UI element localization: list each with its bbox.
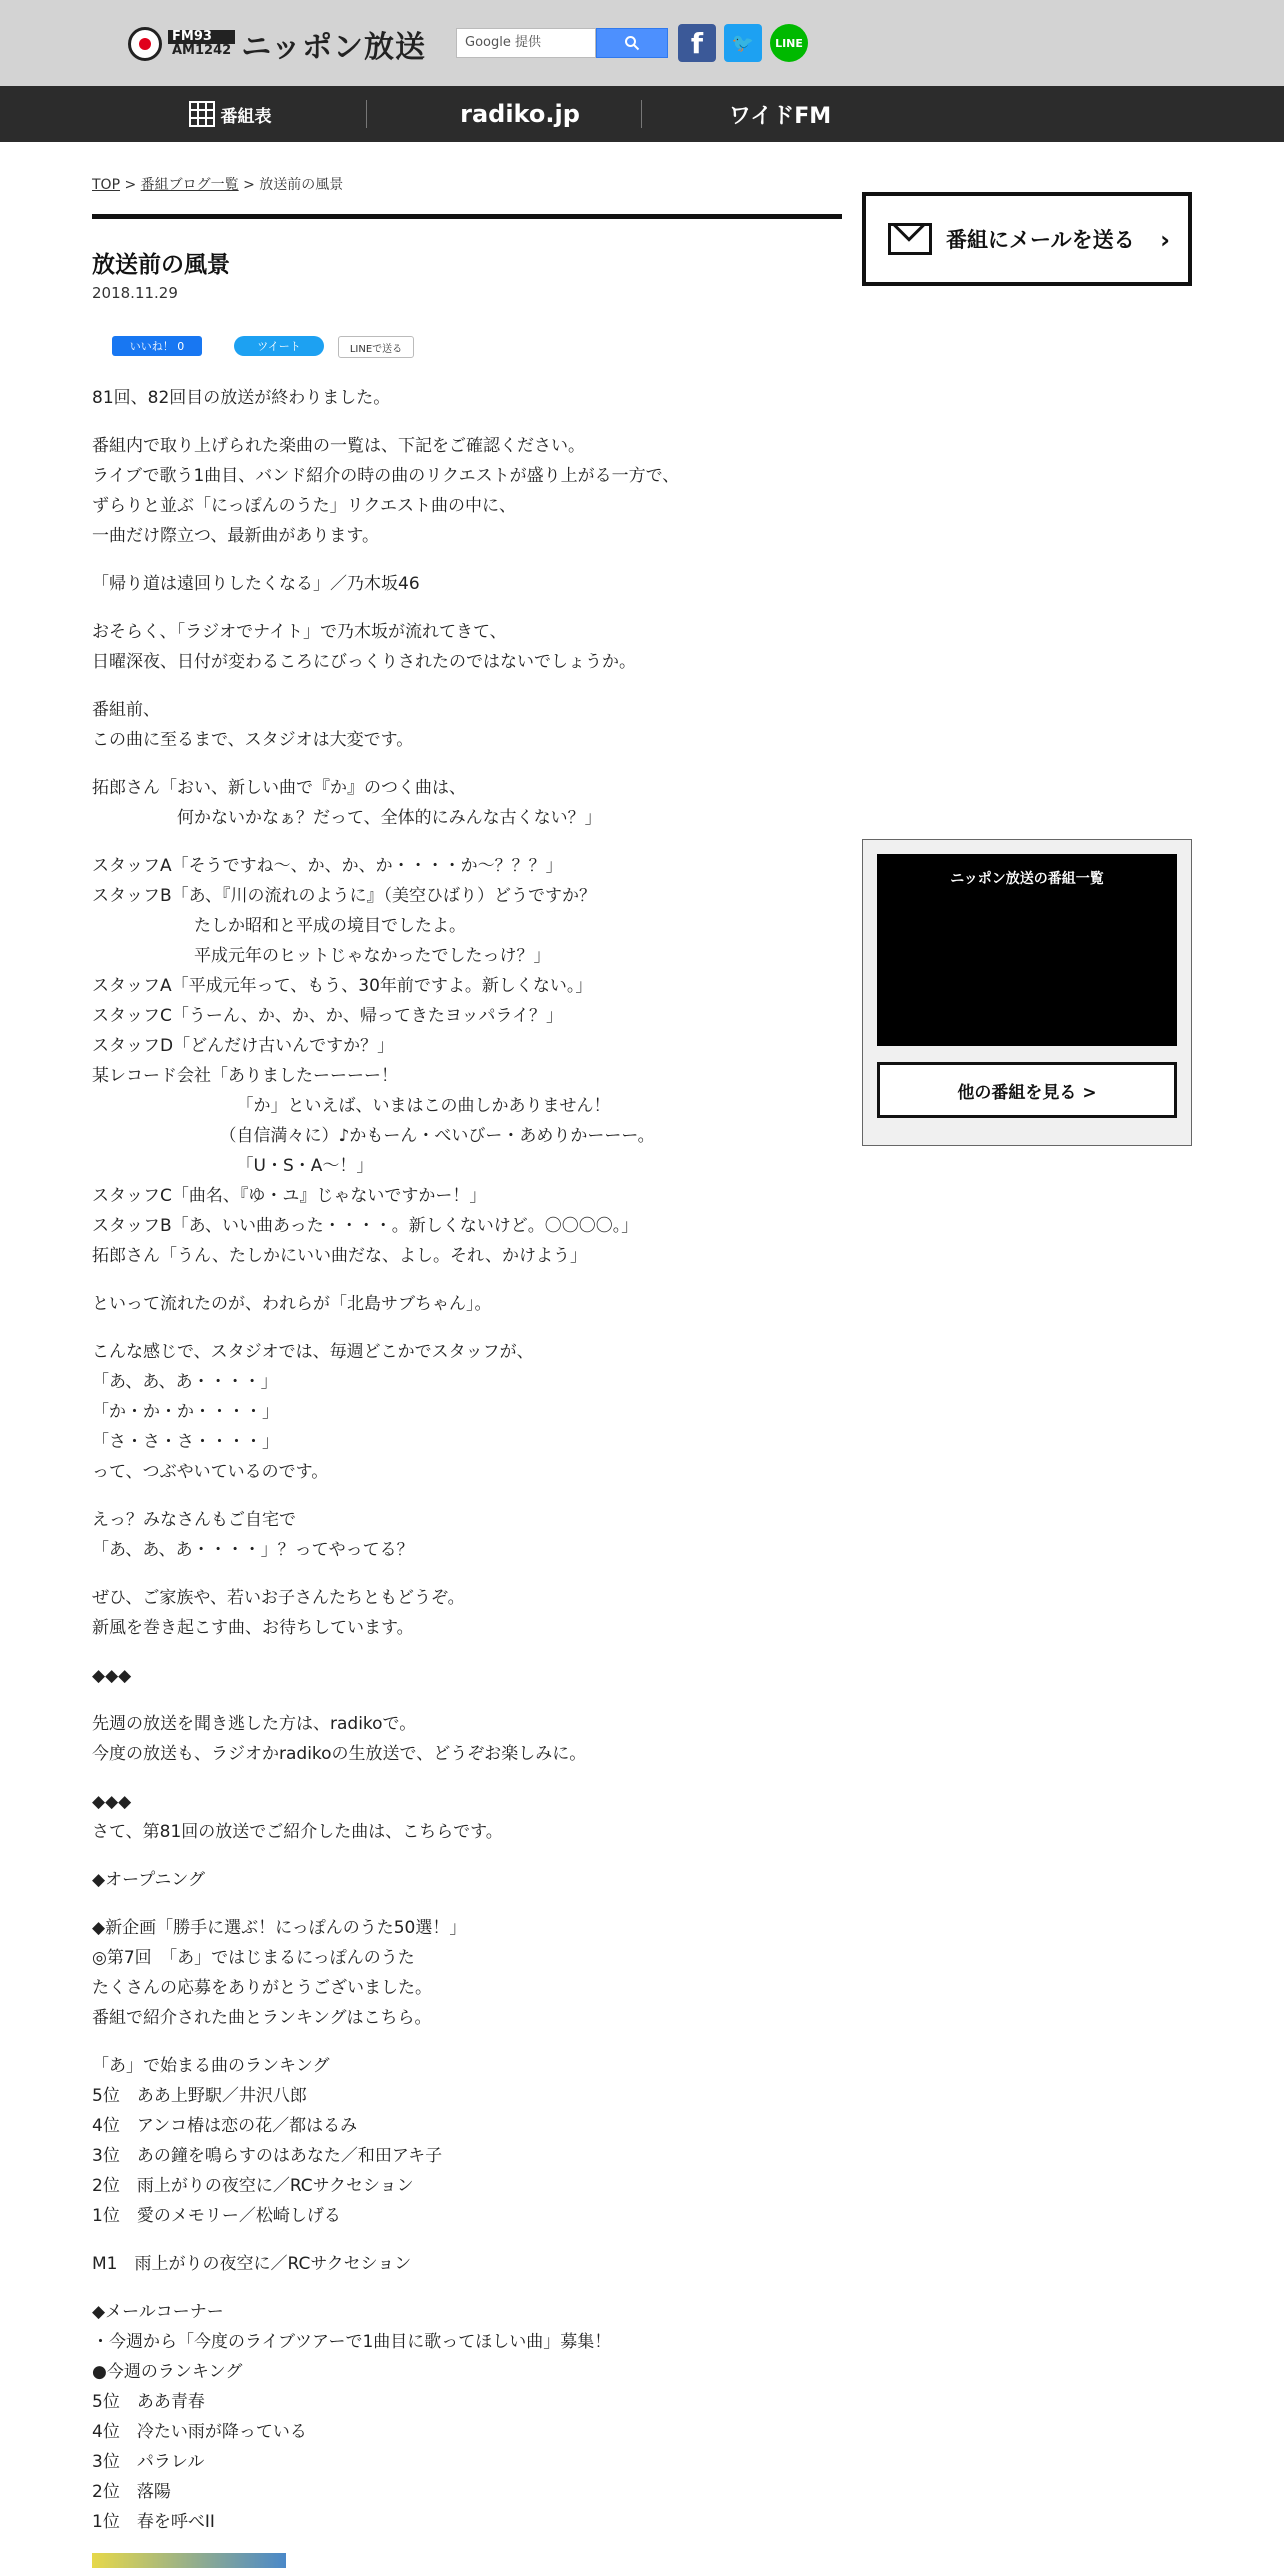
search-button[interactable]: [596, 28, 668, 58]
program-list-banner[interactable]: [877, 854, 1177, 1046]
tweet-label: ツイート: [257, 340, 301, 353]
twitter-icon[interactable]: 🐦: [724, 24, 762, 62]
tweet-button[interactable]: [234, 336, 324, 356]
logo-mark-icon: [128, 27, 162, 61]
line-share-button[interactable]: [338, 336, 414, 358]
frequency-badge: [168, 30, 235, 58]
article-body: [92, 383, 852, 2555]
article-paragraph: 番組前、 この曲に至るまで、スタジオは大変です。: [92, 700, 414, 750]
other-programs-button[interactable]: [877, 1062, 1177, 1118]
fm-frequency: FM93: [168, 30, 235, 44]
article-paragraph: 先週の放送を聞き逃した方は、radikoで。 今度の放送も、ラジオかradikoの生放送で、どうぞお楽しみに。: [92, 1714, 587, 1764]
article-image: [92, 2553, 286, 2568]
article-paragraph: 81回、82回目の放送が終わりました。: [92, 388, 391, 408]
breadcrumb-current: 放送前の風景: [259, 177, 344, 193]
article-paragraph: 「あ」で始まる曲のランキング 5位 ああ上野駅／井沢八郎 4位 アンコ椿は恋の花／都はるみ 3位 あの鐘を鳴らすのはあなた／和田アキ子 2位 雨上がりの夜空に／RCサクセション 1位 愛のメモリー／松崎しげる: [92, 2056, 443, 2226]
nav-radiko[interactable]: [430, 86, 610, 142]
title-divider: [92, 214, 842, 219]
breadcrumb-top-link[interactable]: TOP: [92, 177, 121, 193]
article-paragraph: 「帰り道は遠回りしたくなる」／乃木坂46: [92, 574, 420, 594]
article-paragraph: 拓郎さん「おい、新しい曲で『か』のつく曲は、 何かないかなぁ？だって、全体的にみんな古くない？」: [92, 778, 602, 828]
breadcrumb-separator: >: [120, 177, 141, 193]
main-nav: [0, 86, 1284, 142]
article-paragraph: こんな感じで、スタジオでは、毎週どこかでスタッフが、 「あ、あ、あ・・・・」 「か・か・か・・・・」 「さ・さ・さ・・・・」 って、つぶやいているのです。: [92, 1342, 534, 1482]
send-mail-label: 番組にメールを送る: [946, 228, 1135, 252]
send-mail-button[interactable]: [862, 192, 1192, 286]
article-paragraph: といって流れたのが、われらが「北島サブちゃん」。: [92, 1294, 492, 1314]
article-paragraph: おそらく、「ラジオでナイト」で乃木坂が流れてきて、 日曜深夜、日付が変わるころにびっくりされたのではないでしょうか。: [92, 622, 636, 672]
am-frequency: AM1242: [172, 43, 232, 58]
article-paragraph: ぜひ、ご家族や、若いお子さんたちともどうぞ。 新風を巻き起こす曲、お待ちしています。: [92, 1588, 465, 1638]
site-search: [456, 28, 668, 60]
facebook-icon[interactable]: f: [678, 24, 716, 62]
article-paragraph: ◆新企画「勝手に選ぶ！にっぽんのうた50選！」 ◎第7回 「あ」ではじまるにっぽんのうた たくさんの応募をありがとうございました。 番組で紹介された曲とランキングはこちら。: [92, 1918, 467, 2028]
nav-schedule-label: 番組表: [220, 106, 272, 127]
search-icon: [624, 35, 640, 51]
article-paragraph: ◆◆◆ さて、第81回の放送でご紹介した曲は、こちらです。: [92, 1792, 503, 1842]
article-paragraph: ◆◆◆: [92, 1666, 132, 1686]
article-paragraph: ◆メールコーナー ・今週から「今度のライブツアーで1曲目に歌ってほしい曲」募集！ ●今週のランキング 5位 ああ青春 4位 冷たい雨が降っている 3位 パラレル 2位 落陽 1位 春を呼べII: [92, 2302, 612, 2532]
article-paragraph: M1 雨上がりの夜空に／RCサクセション: [92, 2254, 412, 2274]
nav-divider: [641, 100, 642, 128]
like-label: いいね！ 0: [129, 340, 185, 353]
station-logo[interactable]: [128, 24, 426, 64]
nav-schedule[interactable]: [180, 86, 280, 142]
nav-wide-fm-label: ワイドFM: [728, 103, 832, 129]
article-paragraph: ◆オープニング: [92, 1870, 206, 1890]
grid-icon: [189, 101, 215, 127]
other-programs-label: 他の番組を見る >: [957, 1082, 1097, 1103]
facebook-like-button[interactable]: [112, 336, 202, 356]
article-paragraph: スタッフA「そうですね～、か、か、か・・・・か～？？？」 スタッフB「あ、『川の流れのように』（美空ひばり）どうですか？ たしか昭和と平成の境目でしたよ。 平成元年のヒットじゃなかったでしたっけ？」 スタッフA「平成元年って、もう、30年前ですよ。新しくない。」 スタッフC「うーん、か、か、か、帰ってきたヨッパライ？」 スタッフD「どんだけ古いんですか？」 某レコード会社「ありましたーーーー！ 「か」といえば、いまはこの曲しかありません！ （自信満々に）♪かもーん・べいびー・あめりかーーー。 「U・S・A～！」 スタッフC「曲名、『ゆ・ユ』じゃないですかー！」 スタッフB「あ、いい曲あった・・・・。新しくないけど。〇〇〇〇。」 拓郎さん「うん、たしかにいい曲だな、よし。それ、かけよう」: [92, 856, 655, 1266]
site-header: [0, 0, 1284, 86]
nav-wide-fm[interactable]: [700, 86, 860, 142]
program-list-panel: [862, 839, 1192, 1146]
station-name: ニッポン放送: [241, 30, 426, 65]
breadcrumb-separator: >: [238, 177, 260, 193]
line-share-label: LINEで送る: [349, 343, 403, 355]
envelope-icon: [888, 223, 932, 255]
article-date: 2018.11.29: [92, 284, 178, 302]
article-title: 放送前の風景: [92, 252, 230, 278]
program-list-title: ニッポン放送の番組一覧: [950, 871, 1104, 887]
article-paragraph: えっ？みなさんもご自宅で 「あ、あ、あ・・・・」？ってやってる？: [92, 1510, 414, 1560]
nav-radiko-label: radiko.jp: [460, 100, 580, 128]
search-input[interactable]: Google 提供: [456, 28, 596, 58]
chevron-right-icon: ›: [1160, 226, 1170, 254]
line-icon[interactable]: LINE: [770, 24, 808, 62]
article-paragraph: 番組内で取り上げられた楽曲の一覧は、下記をご確認ください。 ライブで歌う1曲目、バンド紹介の時の曲のリクエストが盛り上がる一方で、 ずらりと並ぶ「にっぽんのうた」リクエスト曲の中に、 一曲だけ際立つ、最新曲があります。: [92, 436, 680, 546]
breadcrumb: [92, 174, 343, 194]
nav-divider: [366, 100, 367, 128]
breadcrumb-blog-list-link[interactable]: 番組ブログ一覧: [140, 177, 239, 193]
